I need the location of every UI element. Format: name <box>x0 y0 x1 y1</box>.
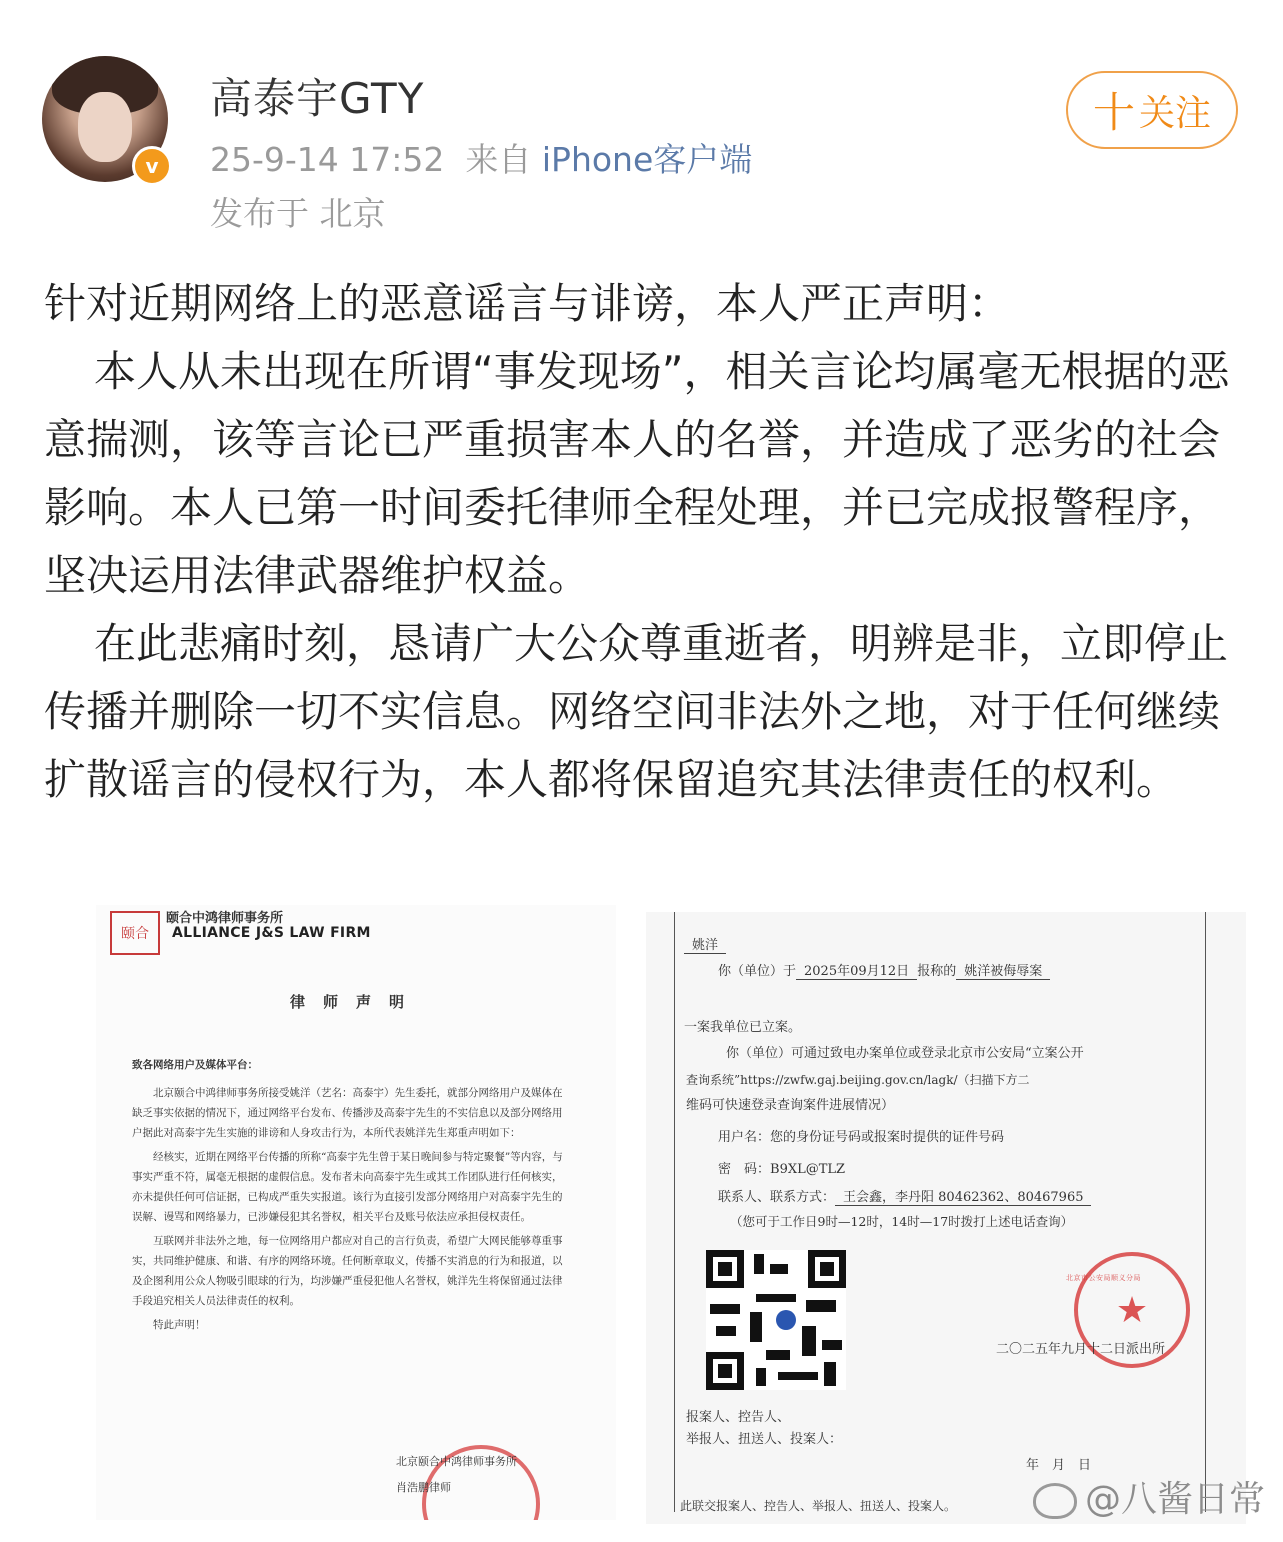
post-text <box>44 270 1244 814</box>
receipt-name: 姚洋 <box>684 938 726 954</box>
doc-addressee: 致各网络用户及媒体平台： <box>132 1059 258 1071</box>
police-seal: ★ <box>1074 1252 1190 1368</box>
receipt-date-sign: 年 月 日 <box>1026 1458 1092 1473</box>
username[interactable]: 高泰宇GTY <box>210 74 425 123</box>
receipt-footer: 此联交报案人、控告人、举报人、扭送人、投案人。 <box>680 1499 957 1513</box>
avatar-face <box>78 92 132 162</box>
doc-body <box>132 1055 572 1339</box>
law-firm-name-cn: 颐合中鸿律师事务所 <box>166 911 284 926</box>
post-paragraph: 本人从未出现在所谓“事发现场”，相关言论均属毫无根据的恶意揣测，该等言论已严重损害本人的名誉，并造成了恶劣的社会影响。本人已第一时间委托律师全程处理，并已完成报警程序，坚决运用法律武器维护权益。 <box>44 347 1230 600</box>
doc-title: 律师声明 <box>289 993 422 1011</box>
receipt-hours: （您可于工作日9时—12时，14时—17时拨打上述电话查询） <box>730 1214 1074 1229</box>
follow-button[interactable] <box>1066 71 1238 149</box>
follow-label: 关注 <box>1139 92 1212 134</box>
post-location: 发布于 北京 <box>210 194 386 233</box>
sign-firm: 北京颐合中鸿律师事务所 <box>396 1455 517 1468</box>
doc-paragraph: 经核实，近期在网络平台传播的所称“高泰宇先生曾于某日晚间参与特定聚餐”等内容，与事实严重不符，属毫无根据的虚假信息。发布者未向高泰宇先生或其工作团队进行任何核实，亦未提供任何可信证据，已构成严重失实报道。该行为直接引发部分网络用户对高泰宇先生的误解、谩骂和网络暴力，已涉嫌侵犯其名誉权，相关平台及账号依法应承担侵权责任。 <box>132 1151 563 1223</box>
weibo-watermark: @八酱日常 <box>1033 1471 1265 1522</box>
receipt-sign-2: 举报人、扭送人、投案人： <box>686 1432 843 1447</box>
law-firm-name-en: ALLIANCE J&S LAW FIRM <box>172 925 371 941</box>
doc-paragraph: 互联网并非法外之地，每一位网络用户都应对自己的言行负责，希望广大网民能够尊重事实，共同维护健康、和谐、有序的网络环境。任何断章取义，传播不实消息的行为和报道，以及企图利用公众人物吸引眼球的行为，均涉嫌严重侵犯他人名誉权，姚洋先生将保留通过法律手段追究相关人员法律责任的权利。 <box>132 1235 563 1307</box>
verified-badge-icon: v <box>132 146 172 186</box>
post-timestamp: 25-9-14 17:52 <box>210 140 445 179</box>
receipt-line-6: 用户名：您的身份证号码或报案时提供的证件号码 <box>718 1130 1005 1145</box>
receipt-line-1: 你（单位）于 2025年09月12日 报称的 姚洋被侮辱案 <box>718 964 1050 980</box>
post-paragraph: 针对近期网络上的恶意谣言与诽谤，本人严正声明： <box>44 279 1011 328</box>
from-label: 来自 <box>465 140 532 179</box>
police-seal-text: 北京市公安局顺义分局 <box>1066 1274 1141 1282</box>
post-image-police-receipt[interactable] <box>646 912 1246 1524</box>
post-paragraph: 在此悲痛时刻，恳请广大公众尊重逝者，明辨是非，立即停止传播并删除一切不实信息。网络空间非法外之地，对于任何继续扩散谣言的侵权行为，本人都将保留追究其法律责任的权利。 <box>44 619 1229 804</box>
doc-signature <box>396 1449 517 1501</box>
receipt-password: 密 码：B9XL@TLZ <box>718 1162 846 1177</box>
post-source[interactable]: iPhone客户端 <box>541 140 753 179</box>
post-image-lawyer-statement[interactable] <box>96 905 616 1520</box>
plus-icon: 十 <box>1092 88 1135 137</box>
receipt-contact: 联系人、联系方式： 王会鑫，李丹阳 80462362、80467965 <box>718 1190 1091 1206</box>
receipt-sign-1: 报案人、控告人、 <box>686 1410 791 1425</box>
post-meta <box>210 134 752 181</box>
receipt-issuer-date: 二〇二五年九月十二日派出所 <box>996 1342 1166 1357</box>
receipt-line-2: 一案我单位已立案。 <box>684 1020 802 1035</box>
law-firm-logo: 颐合 <box>110 911 160 955</box>
qr-code[interactable] <box>706 1250 846 1390</box>
receipt-line-5: 维码可快速登录查询案件进展情况） <box>686 1098 895 1113</box>
receipt-line-4: 查询系统”https://zwfw.gaj.beijing.gov.cn/lagk/（扫描下方二 <box>686 1073 1030 1087</box>
weibo-logo-icon <box>1033 1483 1077 1519</box>
receipt-line-3: 你（单位）可通过致电办案单位或登录北京市公安局“立案公开 <box>726 1046 1084 1061</box>
doc-closing: 特此声明！ <box>153 1319 206 1331</box>
sign-lawyer: 肖浩鹏律师 <box>396 1481 451 1494</box>
doc-paragraph: 北京颐合中鸿律师事务所接受姚洋（艺名：高泰宇）先生委托，就部分网络用户及媒体在缺乏事实依据的情况下，通过网络平台发布、传播涉及高泰宇先生的不实信息以及部分网络用户据此对高泰宇先生实施的诽谤和人身攻击行为，本所代表姚洋先生郑重声明如下： <box>132 1087 563 1139</box>
